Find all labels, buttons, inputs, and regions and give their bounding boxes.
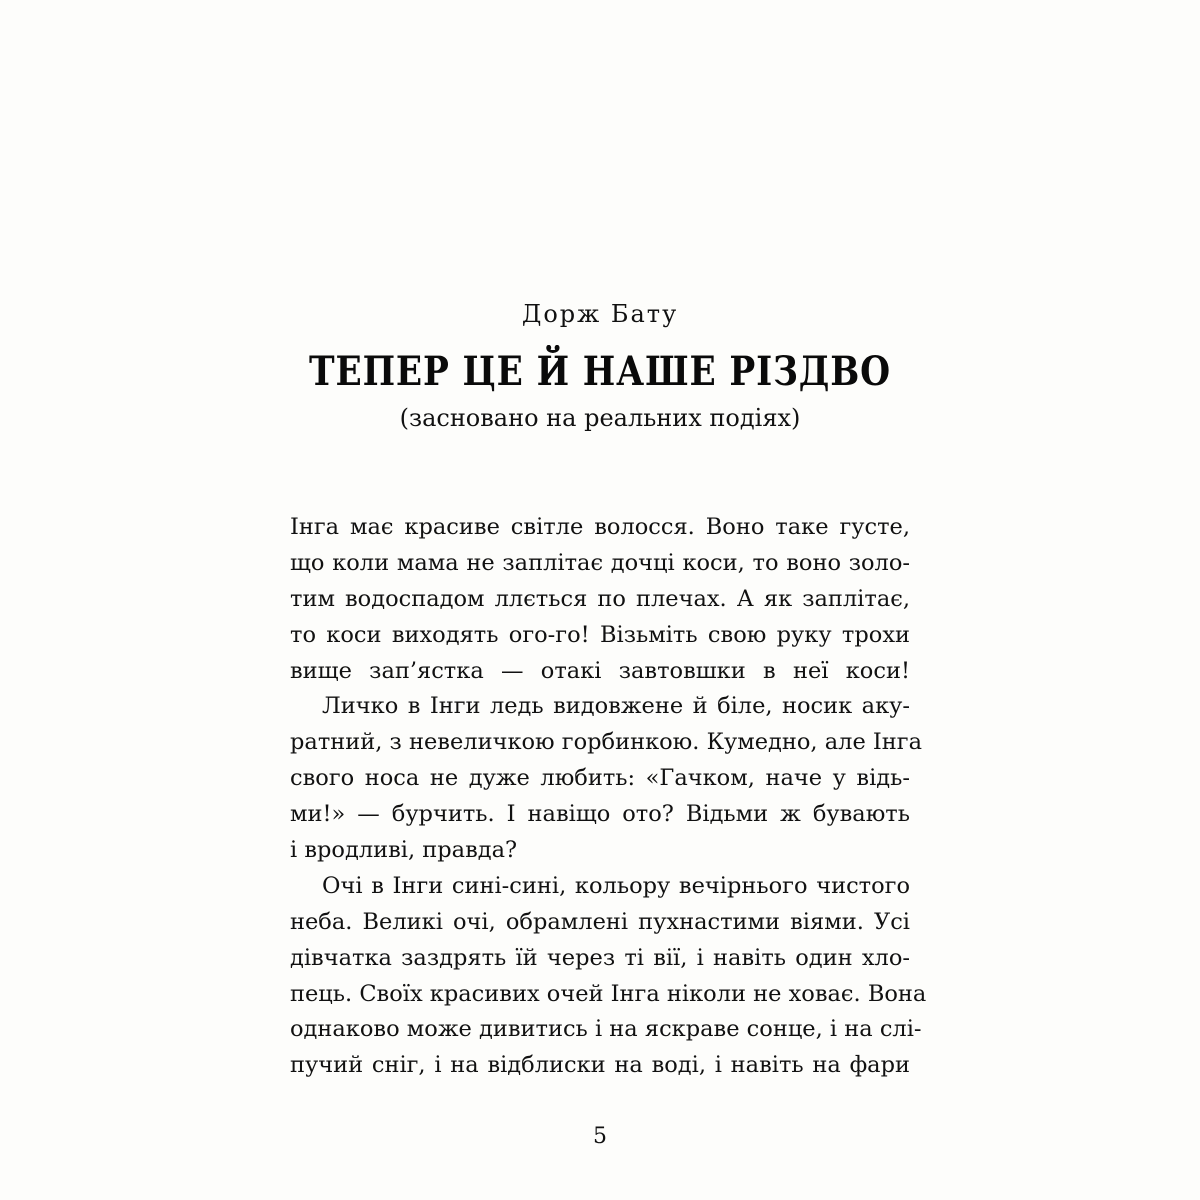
page-number: 5 <box>593 1124 607 1149</box>
text-line: вище зап’ястка — отакі завтовшки в неї коси! <box>290 657 910 684</box>
text-line: тим водоспадом ллється по плечах. А як заплітає, <box>290 585 910 612</box>
text-line: Очі в Інги сині-сині, кольору вечірнього чистого <box>322 872 910 899</box>
text-line: пучий сніг, і на відблиски на воді, і навіть на фари <box>290 1052 910 1079</box>
author-name: Дорж Бату <box>521 300 679 328</box>
story-title: ТЕПЕР ЦЕ Й НАШЕ РІЗДВО <box>309 348 891 395</box>
text-line: свого носа не дуже любить: «Гачком, наче у відь- <box>290 765 910 792</box>
text-line: що коли мама не заплітає дочці коси, то воно золо- <box>290 549 910 576</box>
story-subtitle: (засновано на реальних подіях) <box>399 404 801 432</box>
text-line: Інга має красиве світле волосся. Воно таке густе, <box>290 514 910 540</box>
text-line: ратний, з невеличкою горбинкою. Кумедно, але Інга <box>290 729 922 756</box>
text-line: Личко в Інги ледь видовжене й біле, носик аку- <box>322 693 910 720</box>
text-line: то коси виходять ого-го! Візьміть свою руку трохи <box>290 621 910 648</box>
text-line: неба. Великі очі, обрамлені пухнастими віями. Усі <box>290 908 910 935</box>
text-line: ми!» — бурчить. І навіщо ото? Відьми ж бувають <box>290 801 910 828</box>
text-line: однаково може дивитись і на яскраве сонце, і на слі- <box>290 1016 922 1043</box>
text-line: дівчатка заздрять їй через ті вії, і навіть один хло- <box>290 944 910 971</box>
text-line: пець. Своїх красивих очей Інга ніколи не ховає. Вона <box>290 980 927 1007</box>
story-text <box>290 510 927 1084</box>
text-line: і вродливі, правда? <box>290 837 518 864</box>
